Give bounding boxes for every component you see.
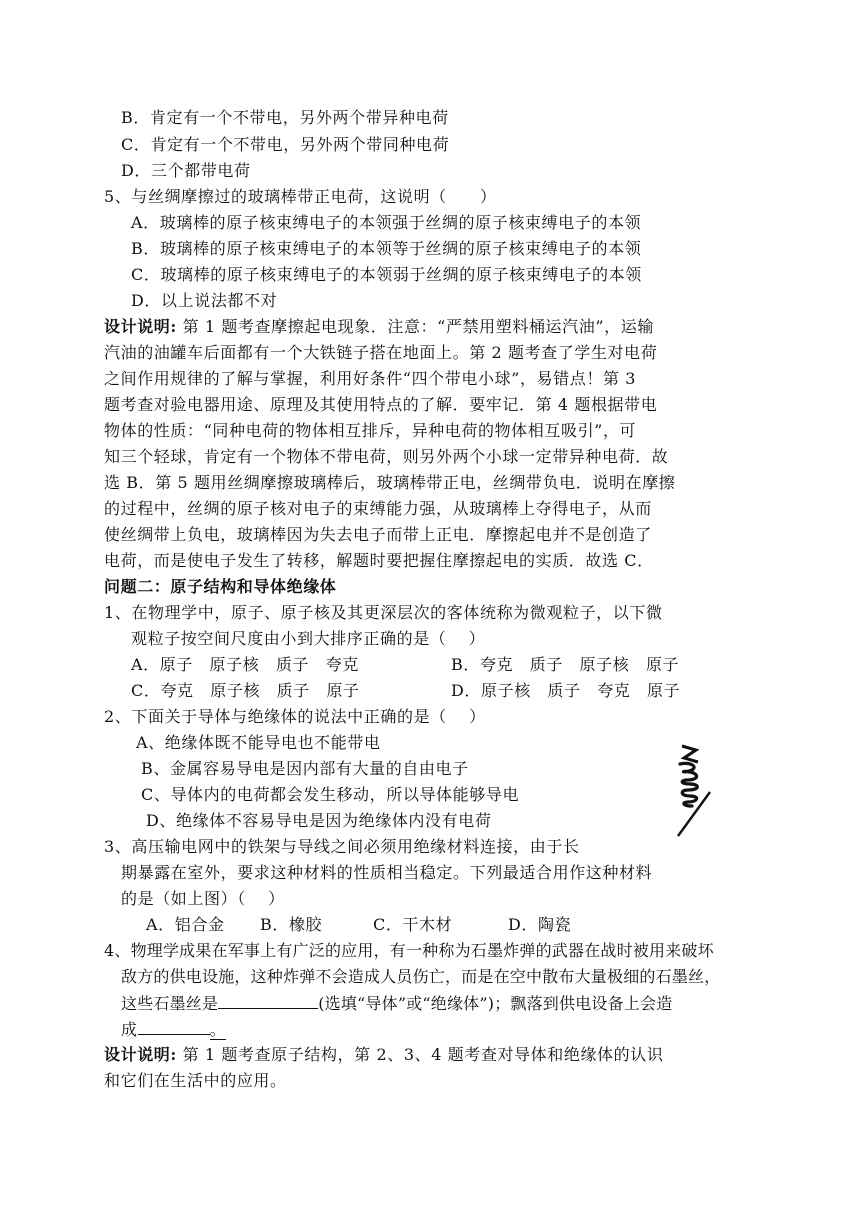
problem-3-stem: 3、高压输电网中的铁架与导线之间必须用绝缘材料连接，由于长: [104, 837, 580, 856]
question-5-option-b: B．玻璃棒的原子核束缚电子的本领等于丝绸的原子核束缚电子的本领: [131, 239, 642, 258]
problem-4-stem: [121, 1018, 226, 1041]
insulator-coil-icon: [668, 740, 716, 840]
problem-2-stem: 2、下面关于导体与绝缘体的说法中正确的是（ ）: [104, 707, 486, 726]
problem-3-option-a: A．铝合金: [146, 915, 225, 934]
problem-3-stem: 的是（如上图）（ ）: [121, 889, 285, 908]
problem-2-option-a: A、绝缘体既不能导电也不能带电: [136, 733, 381, 752]
design-note-1-line: 物体的性质：“同种电荷的物体相互排斥，异种电荷的物体相互吸引”，可: [104, 421, 637, 440]
design-note-1-line: 使丝绸带上负电，玻璃棒因为失去电子而带上正电．摩擦起电并不是创造了: [104, 525, 652, 544]
design-note-1-line: 电荷，而是使电子发生了转移，解题时要把握住摩擦起电的实质．故选 C．: [104, 551, 654, 570]
design-note-1-line: 知三个轻球，肯定有一个物体不带电荷，则另外两个小球一定带异种电荷．故: [104, 447, 669, 466]
problem-1-option-a: A．原子 原子核 质子 夸克: [131, 655, 359, 674]
design-note-1-line: 选 B．第 5 题用丝绸摩擦玻璃棒后，玻璃棒带正电，丝绸带负电．说明在摩擦: [104, 473, 676, 492]
prev-question-option-c: C．肯定有一个不带电，另外两个带同种电荷: [121, 135, 450, 154]
problem-3-option-b: B．橡胶: [260, 915, 323, 934]
problem-4-text: 成: [121, 1020, 138, 1039]
problem-1-option-c: C．夸克 原子核 质子 原子: [131, 681, 360, 700]
design-note-text: 第 1 题考查摩擦起电现象．注意：“严禁用塑料桶运汽油”，运输: [176, 317, 654, 336]
problem-2-option-c: C、导体内的电荷都会发生移动，所以导体能够导电: [141, 785, 520, 804]
design-note-text: 第 1 题考查原子结构，第 2、3、4 题考查对导体和绝缘体的认识: [176, 1045, 664, 1064]
problem-4-text: (选填“导体”或“绝缘体”)；飘落到供电设备上会造: [318, 994, 673, 1013]
question-5-option-d: D．以上说法都不对: [131, 291, 278, 310]
prev-question-option-b: B．肯定有一个不带电，另外两个带异种电荷: [121, 108, 449, 127]
problem-2-option-b: B、金属容易导电是因内部有大量的自由电子: [141, 759, 469, 778]
problem-4-text: 这些石墨丝是: [121, 994, 219, 1013]
question-5-stem: 5、与丝绸摩擦过的玻璃棒带正电荷，这说明（ ）: [104, 187, 497, 206]
problem-4-stem: 敌方的供电设施，这种炸弹不会造成人员伤亡，而是在空中散布大量极细的石墨丝，: [121, 967, 721, 986]
design-note-2-line: [104, 1044, 663, 1066]
design-note-2-line: 和它们在生活中的应用。: [104, 1071, 287, 1090]
design-note-1-line: 题考查对验电器用途、原理及其使用特点的了解．要牢记．第 4 题根据带电: [104, 395, 658, 414]
problem-1-stem: 1、在物理学中，原子、原子核及其更深层次的客体统称为微观粒子，以下微: [104, 603, 663, 622]
design-note-1-line: 汽油的油罐车后面都有一个大铁链子搭在地面上。第 2 题考查了学生对电荷: [104, 343, 658, 362]
design-note-label: 设计说明:: [104, 1045, 177, 1064]
problem-4-text: 。: [209, 1020, 227, 1039]
design-note-1-line: 之间作用规律的了解与掌握，利用好条件“四个带电小球”，易错点！第 3: [104, 369, 637, 388]
problem-1-option-d: D．原子核 质子 夸克 原子: [451, 681, 681, 700]
problem-3-stem: 期暴露在室外，要求这种材料的性质相当稳定。下列最适合用作这种材料: [121, 863, 653, 882]
question-5-option-a: A．玻璃棒的原子核束缚电子的本领强于丝绸的原子核束缚电子的本领: [131, 213, 642, 232]
problem-3-option-d: D．陶瓷: [508, 915, 572, 934]
problem-1-option-b: B．夸克 质子 原子核 原子: [451, 655, 680, 674]
problem-4-stem: 4、物理学成果在军事上有广泛的应用，有一种称为石墨炸弹的武器在战时被用来破坏: [104, 941, 714, 960]
problem-4-stem: [121, 992, 672, 1015]
prev-question-option-d: D．三个都带电荷: [121, 161, 251, 180]
answer-blank-conductor[interactable]: [218, 992, 318, 1009]
answer-blank-consequence[interactable]: [138, 1018, 210, 1035]
design-note-1-line: [104, 316, 654, 338]
problem-2-option-d: D、绝缘体不容易导电是因为绝缘体内没有电荷: [146, 811, 492, 830]
section-2-title: 问题二：原子结构和导体绝缘体: [104, 577, 337, 596]
design-note-1-line: 的过程中，丝绸的原子核对电子的束缚能力强，从玻璃棒上夺得电子，从而: [104, 499, 652, 518]
problem-3-option-c: C．干木材: [373, 915, 453, 934]
design-note-label: 设计说明:: [104, 317, 177, 336]
question-5-option-c: C．玻璃棒的原子核束缚电子的本领弱于丝绸的原子核束缚电子的本领: [131, 265, 642, 284]
problem-1-stem: 观粒子按空间尺度由小到大排序正确的是（ ）: [131, 629, 486, 648]
